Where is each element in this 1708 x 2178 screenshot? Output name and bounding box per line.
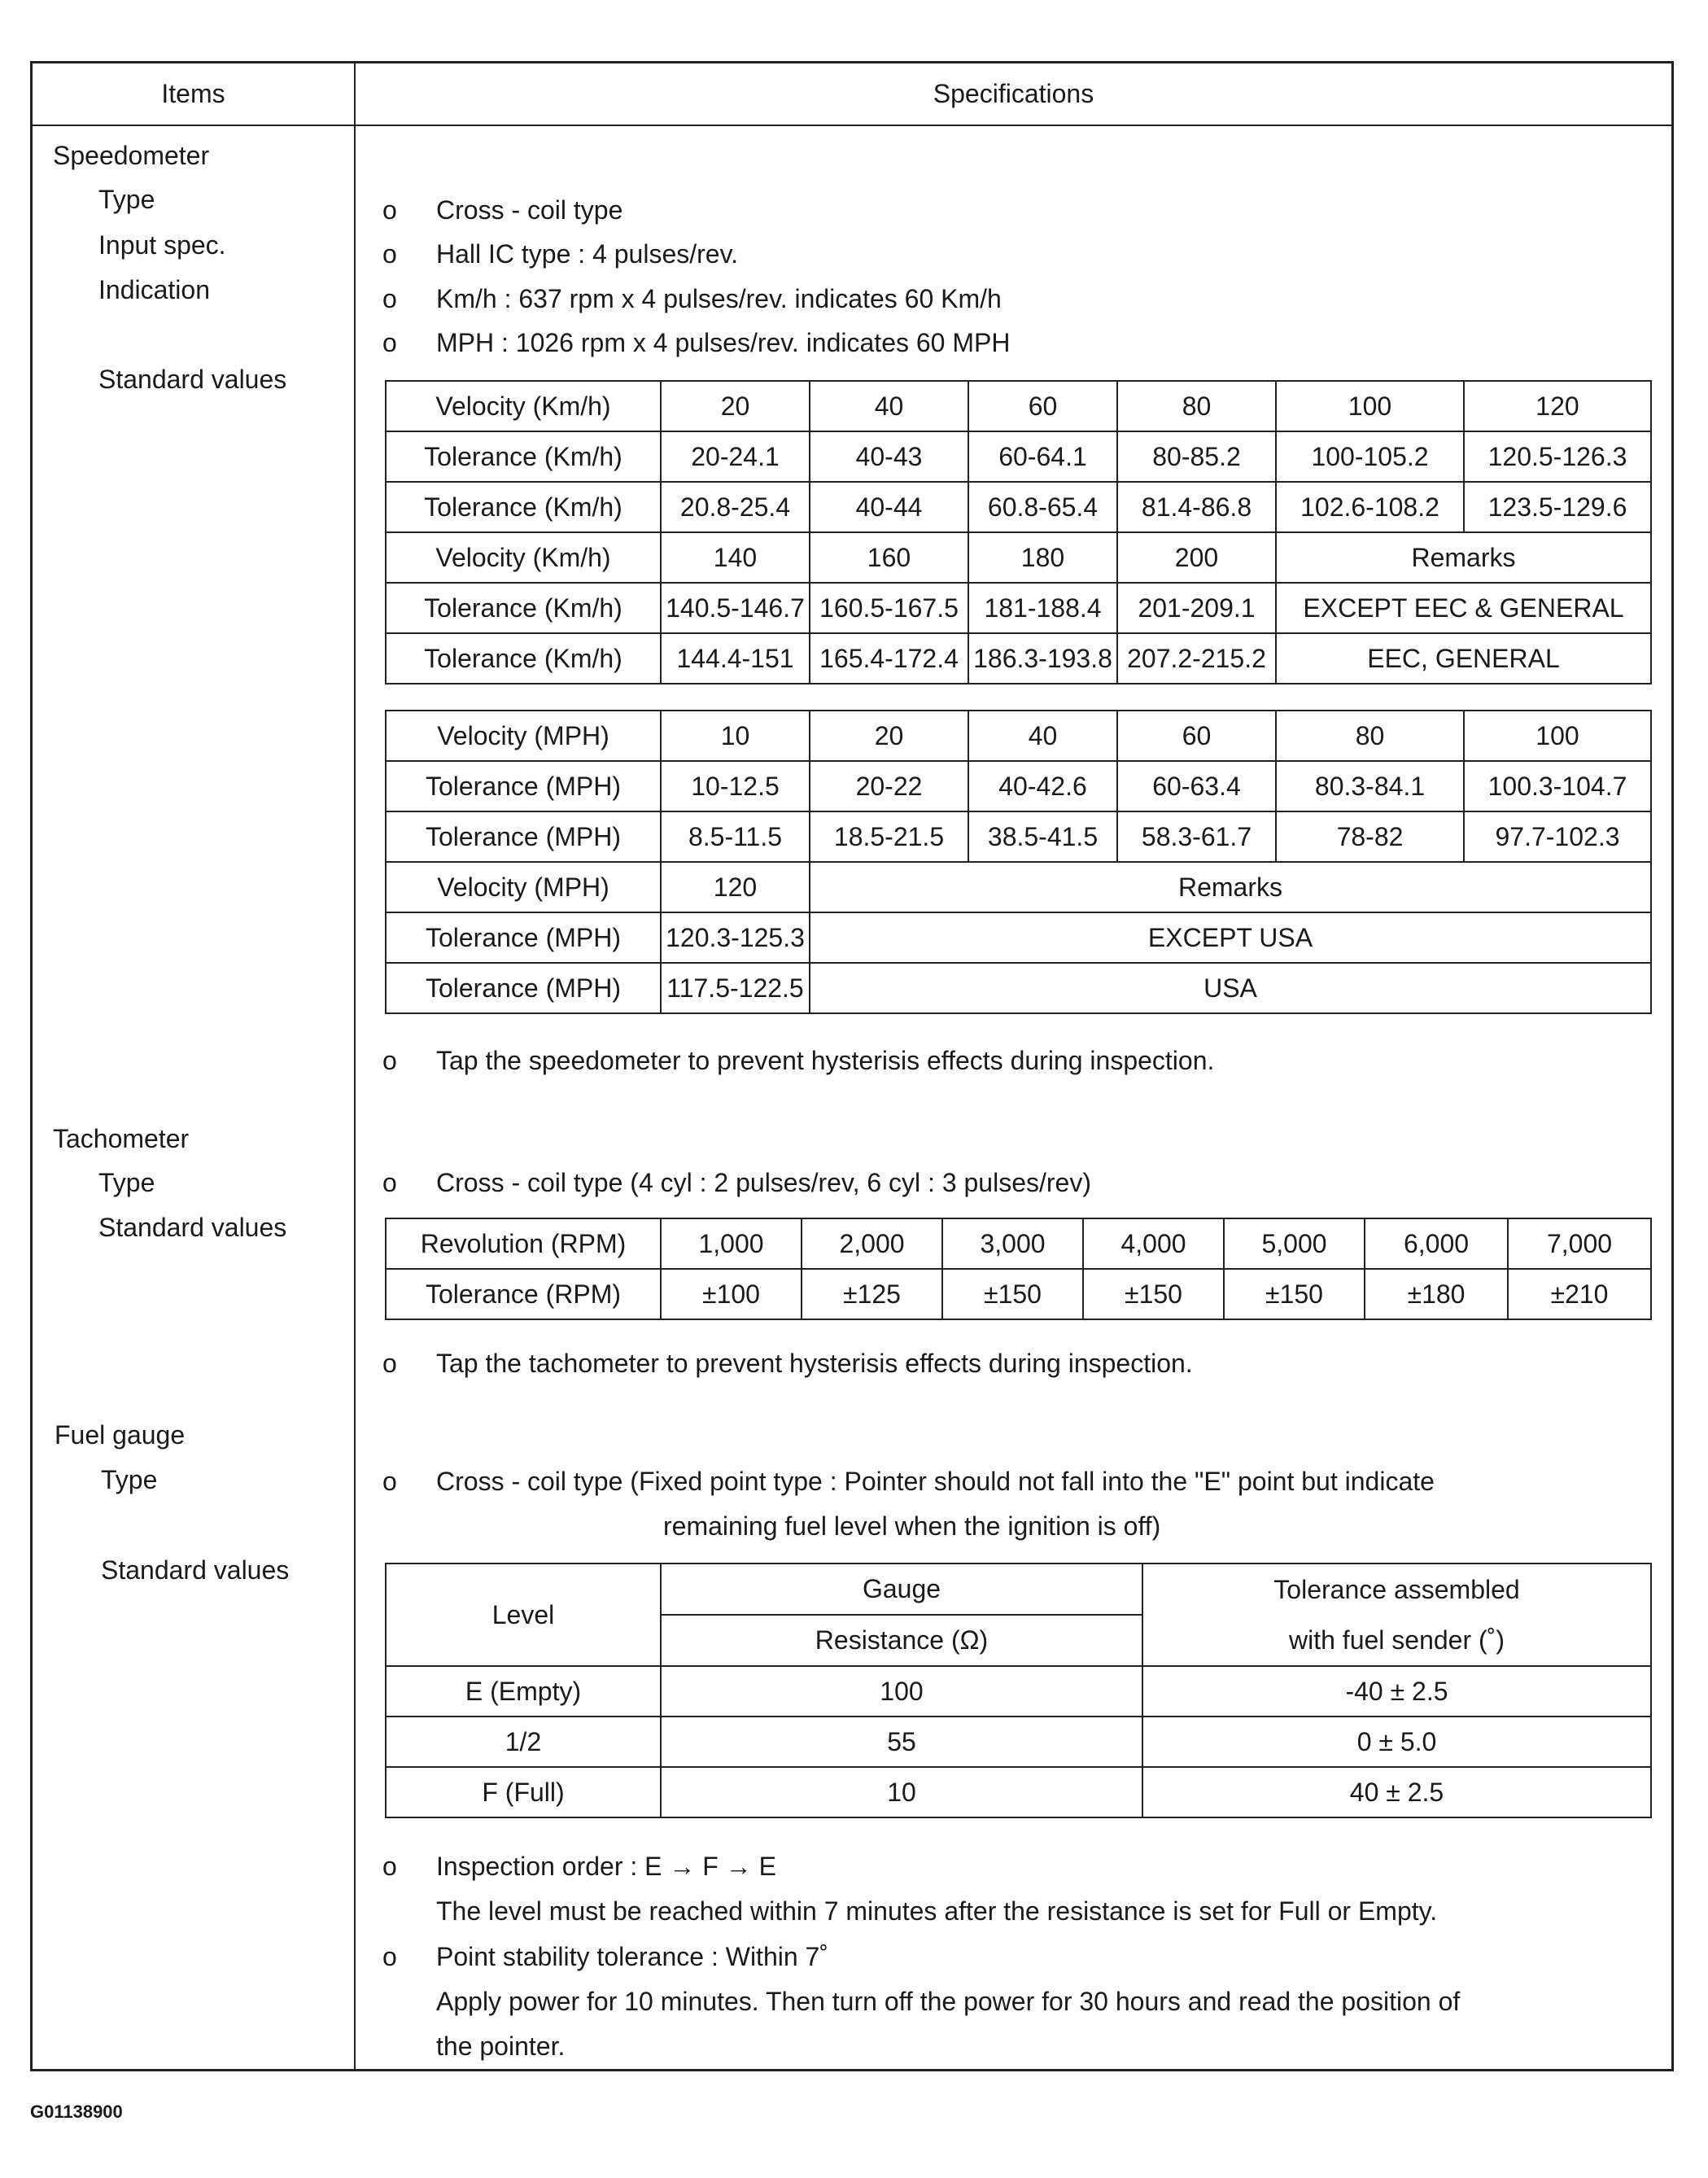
fuel-type-continuation: remaining fuel level when the ignition is off) <box>663 1511 1161 1541</box>
tachometer-title: Tachometer <box>53 1124 190 1153</box>
table-cell: 60-63.4 <box>1117 761 1276 811</box>
bullet-mark: o <box>382 1349 397 1378</box>
bullet-text: Point stability tolerance : Within 7˚ <box>436 1942 828 1971</box>
bullet-mark: o <box>382 284 397 313</box>
tachometer-table <box>385 1218 1652 1320</box>
table-cell: 5,000 <box>1224 1218 1365 1269</box>
table-row <box>386 761 1651 811</box>
speedometer-input-label: Input spec. <box>98 230 226 260</box>
speedometer-kmh-table <box>385 380 1652 684</box>
header-specifications: Specifications <box>933 79 1094 108</box>
table-cell: 160 <box>810 532 968 583</box>
tolerance-header-line1: Tolerance assembled <box>1273 1575 1520 1604</box>
table-cell: 102.6-108.2 <box>1276 482 1464 532</box>
table-cell: 140.5-146.7 <box>661 583 810 633</box>
bullet-speedo-mph <box>382 328 1010 358</box>
table-cell: Tolerance (MPH) <box>386 963 661 1013</box>
fuel-stability-note-line1: Apply power for 10 minutes. Then turn off the power for 30 hours and read the position of <box>436 1987 1461 2016</box>
bullet-text: Tap the speedometer to prevent hysterisis effects during inspection. <box>436 1046 1215 1075</box>
table-cell: 2,000 <box>802 1218 942 1269</box>
fuel-gauge-standard-label: Standard values <box>101 1555 290 1585</box>
table-cell: Tolerance (MPH) <box>386 912 661 963</box>
speedometer-title: Speedometer <box>53 141 210 170</box>
table-cell: 10 <box>661 711 810 761</box>
table-cell: 38.5-41.5 <box>968 811 1117 862</box>
resistance-header: Resistance (Ω) <box>661 1615 1142 1666</box>
remarks-cell: EXCEPT EEC & GENERAL <box>1276 583 1651 633</box>
table-row <box>386 1564 1651 1615</box>
bullet-text: Cross - coil type (4 cyl : 2 pulses/rev, 6 cyl : 3 pulses/rev) <box>436 1168 1091 1197</box>
table-row <box>386 583 1651 633</box>
table-row <box>386 1666 1651 1717</box>
tachometer-standard-label: Standard values <box>98 1213 287 1242</box>
table-cell: ±150 <box>1224 1269 1365 1319</box>
table-row <box>386 1269 1651 1319</box>
fuel-order-note: The level must be reached within 7 minutes after the resistance is set for Full or Empty. <box>436 1896 1438 1926</box>
table-cell: 4,000 <box>1083 1218 1224 1269</box>
table-cell: 58.3-61.7 <box>1117 811 1276 862</box>
remarks-cell: Remarks <box>1276 532 1651 583</box>
table-cell: 100 <box>661 1666 1142 1717</box>
table-cell: 201-209.1 <box>1117 583 1276 633</box>
table-cell: 100-105.2 <box>1276 431 1464 482</box>
table-cell: 186.3-193.8 <box>968 633 1117 684</box>
fuel-stability-note-line2: the pointer. <box>436 2031 566 2061</box>
remarks-cell: Remarks <box>810 862 1651 912</box>
table-cell: 20-22 <box>810 761 968 811</box>
bullet-mark: o <box>382 1168 397 1197</box>
header-row <box>33 63 1671 126</box>
table-cell: 144.4-151 <box>661 633 810 684</box>
table-cell: 81.4-86.8 <box>1117 482 1276 532</box>
table-cell: ±150 <box>942 1269 1083 1319</box>
bullet-text: MPH : 1026 rpm x 4 pulses/rev. indicates 60 MPH <box>436 328 1011 357</box>
speedometer-mph-table <box>385 710 1652 1014</box>
bullet-tacho-tap <box>382 1349 1193 1379</box>
bullet-mark: o <box>382 1046 397 1075</box>
table-cell: 140 <box>661 532 810 583</box>
table-cell: 40-44 <box>810 482 968 532</box>
gauge-header: Gauge <box>661 1564 1142 1615</box>
table-cell: 20-24.1 <box>661 431 810 482</box>
table-cell: 200 <box>1117 532 1276 583</box>
table-cell: -40 ± 2.5 <box>1142 1666 1651 1717</box>
bullet-speedo-type <box>382 195 622 225</box>
bullet-mark: o <box>382 1942 397 1971</box>
table-cell: 80.3-84.1 <box>1276 761 1464 811</box>
table-row <box>386 482 1651 532</box>
table-row <box>386 1767 1651 1817</box>
table-cell: 120.5-126.3 <box>1464 431 1651 482</box>
table-cell: 10 <box>661 1767 1142 1817</box>
table-cell: 117.5-122.5 <box>661 963 810 1013</box>
bullet-mark: o <box>382 195 397 225</box>
table-row <box>386 1218 1651 1269</box>
bullet-text: Hall IC type : 4 pulses/rev. <box>436 239 739 269</box>
bullet-speedo-input <box>382 239 738 269</box>
table-cell: Tolerance (MPH) <box>386 811 661 862</box>
table-cell: 120 <box>1464 381 1651 431</box>
table-cell: Tolerance (Km/h) <box>386 633 661 684</box>
table-cell: 8.5-11.5 <box>661 811 810 862</box>
table-cell: Revolution (RPM) <box>386 1218 661 1269</box>
table-cell: 40-42.6 <box>968 761 1117 811</box>
table-cell: 60 <box>1117 711 1276 761</box>
table-cell: 0 ± 5.0 <box>1142 1717 1651 1767</box>
bullet-mark: o <box>382 1467 397 1496</box>
table-cell: 80-85.2 <box>1117 431 1276 482</box>
table-cell: ±125 <box>802 1269 942 1319</box>
bullet-mark: o <box>382 239 397 269</box>
bullet-fuel-type <box>382 1467 1435 1497</box>
table-cell: 20 <box>661 381 810 431</box>
table-cell: 165.4-172.4 <box>810 633 968 684</box>
table-cell: 180 <box>968 532 1117 583</box>
table-cell: 60 <box>968 381 1117 431</box>
tolerance-header <box>1142 1564 1651 1666</box>
table-cell: ±100 <box>661 1269 802 1319</box>
column-divider <box>354 63 356 2069</box>
bullet-text: Km/h : 637 rpm x 4 pulses/rev. indicates 60 Km/h <box>436 284 1002 313</box>
table-cell: E (Empty) <box>386 1666 661 1717</box>
bullet-mark: o <box>382 328 397 357</box>
table-cell: 80 <box>1117 381 1276 431</box>
table-cell: F (Full) <box>386 1767 661 1817</box>
table-cell: 7,000 <box>1508 1218 1651 1269</box>
table-cell: Tolerance (MPH) <box>386 761 661 811</box>
table-cell: 60.8-65.4 <box>968 482 1117 532</box>
bullet-text: Inspection order : E → F → E <box>436 1852 776 1881</box>
bullet-speedo-tap <box>382 1046 1214 1076</box>
bullet-text: Tap the tachometer to prevent hysterisis effects during inspection. <box>436 1349 1193 1378</box>
table-cell: 18.5-21.5 <box>810 811 968 862</box>
table-row <box>386 811 1651 862</box>
table-cell: Velocity (MPH) <box>386 711 661 761</box>
table-cell: Velocity (Km/h) <box>386 381 661 431</box>
table-cell: 40-43 <box>810 431 968 482</box>
table-cell: Tolerance (Km/h) <box>386 482 661 532</box>
table-cell: Tolerance (Km/h) <box>386 431 661 482</box>
table-cell: 55 <box>661 1717 1142 1767</box>
table-cell: 120 <box>661 862 810 912</box>
speedometer-indication-label: Indication <box>98 275 210 304</box>
table-row <box>386 381 1651 431</box>
table-row <box>386 912 1651 963</box>
level-header: Level <box>386 1564 661 1666</box>
bullet-text: Cross - coil type (Fixed point type : Pointer should not fall into the "E" point but indicate <box>436 1467 1435 1496</box>
table-cell: Tolerance (RPM) <box>386 1269 661 1319</box>
header-items: Items <box>161 79 225 108</box>
table-cell: ±210 <box>1508 1269 1651 1319</box>
tachometer-type-label: Type <box>98 1168 155 1197</box>
table-cell: 6,000 <box>1365 1218 1508 1269</box>
table-cell: 100 <box>1464 711 1651 761</box>
bullet-mark: o <box>382 1852 397 1881</box>
table-cell: 100.3-104.7 <box>1464 761 1651 811</box>
remarks-cell: USA <box>810 963 1651 1013</box>
table-row <box>386 532 1651 583</box>
table-cell: 120.3-125.3 <box>661 912 810 963</box>
bullet-fuel-order <box>382 1852 776 1882</box>
remarks-cell: EXCEPT USA <box>810 912 1651 963</box>
table-cell: 97.7-102.3 <box>1464 811 1651 862</box>
table-row <box>386 431 1651 482</box>
bullet-tacho-type <box>382 1168 1091 1198</box>
speedometer-type-label: Type <box>98 185 155 214</box>
table-cell: 20 <box>810 711 968 761</box>
bullet-text: Cross - coil type <box>436 195 623 225</box>
remarks-cell: EEC, GENERAL <box>1276 633 1651 684</box>
table-cell: 40 <box>968 711 1117 761</box>
table-cell: 1,000 <box>661 1218 802 1269</box>
fuel-gauge-title: Fuel gauge <box>55 1420 186 1450</box>
table-cell: ±150 <box>1083 1269 1224 1319</box>
table-cell: Velocity (MPH) <box>386 862 661 912</box>
table-cell: 100 <box>1276 381 1464 431</box>
table-cell: Velocity (Km/h) <box>386 532 661 583</box>
table-cell: 60-64.1 <box>968 431 1117 482</box>
table-row <box>386 862 1651 912</box>
bullet-speedo-kmh <box>382 284 1002 314</box>
table-row <box>386 1717 1651 1767</box>
table-cell: 3,000 <box>942 1218 1083 1269</box>
table-cell: 10-12.5 <box>661 761 810 811</box>
table-row <box>386 633 1651 684</box>
table-cell: 123.5-129.6 <box>1464 482 1651 532</box>
figure-code: G01138900 <box>30 2101 123 2122</box>
table-cell: 160.5-167.5 <box>810 583 968 633</box>
table-cell: 78-82 <box>1276 811 1464 862</box>
table-cell: 1/2 <box>386 1717 661 1767</box>
table-row <box>386 963 1651 1013</box>
bullet-fuel-stability <box>382 1942 828 1972</box>
table-cell: 181-188.4 <box>968 583 1117 633</box>
tolerance-header-line2: with fuel sender (˚) <box>1289 1625 1505 1655</box>
fuel-gauge-type-label: Type <box>101 1465 158 1494</box>
fuel-gauge-table <box>385 1563 1652 1818</box>
table-cell: Tolerance (Km/h) <box>386 583 661 633</box>
table-cell: ±180 <box>1365 1269 1508 1319</box>
table-row <box>386 711 1651 761</box>
speedometer-standard-label: Standard values <box>98 365 287 394</box>
table-cell: 207.2-215.2 <box>1117 633 1276 684</box>
table-cell: 20.8-25.4 <box>661 482 810 532</box>
table-cell: 80 <box>1276 711 1464 761</box>
table-cell: 40 <box>810 381 968 431</box>
table-cell: 40 ± 2.5 <box>1142 1767 1651 1817</box>
